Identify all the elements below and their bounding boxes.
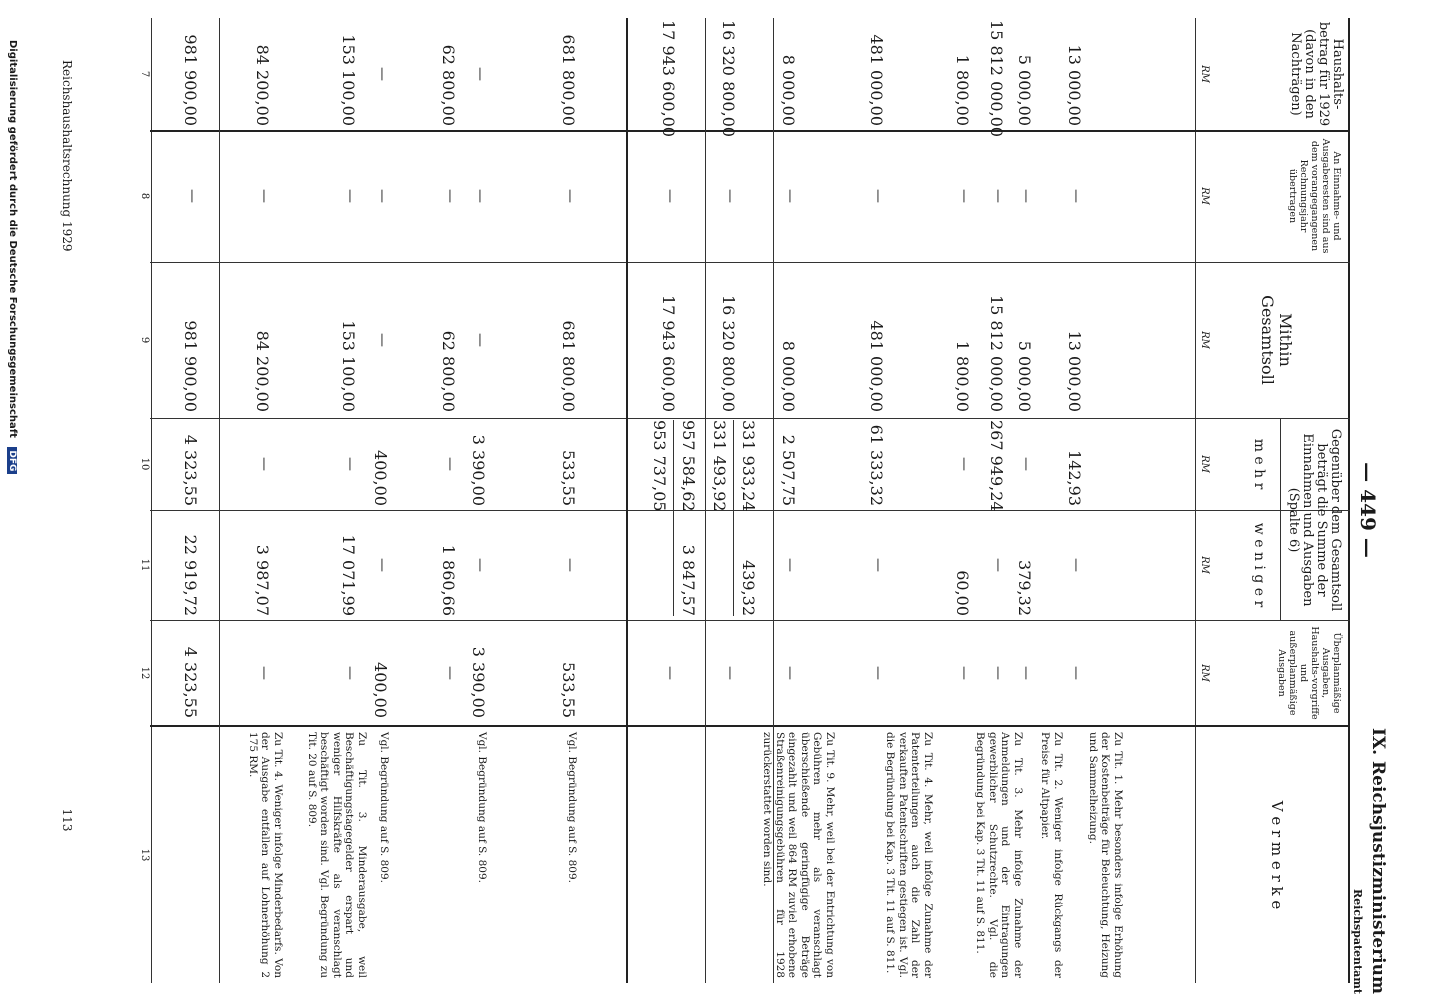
cell-c10: — bbox=[956, 457, 972, 471]
unit-9: RM bbox=[1199, 331, 1210, 349]
remark-tit-9: Zu Tit. 9. Mehr, weil bei der Entrichtung von Gebühren mehr als veranschlagt überschießende geringfügige Beträge eingezahlt und weil 864 RM zuviel erhobene Straßenreinigungsgebühren für 1928 zurückerstattet worden sind. bbox=[761, 732, 836, 978]
total-c10: 4 323,55 bbox=[181, 434, 200, 506]
sum2-c12: — bbox=[662, 666, 678, 680]
colnum-11: 11 bbox=[139, 558, 150, 572]
cell-c12: 3 390,00 bbox=[469, 646, 488, 718]
colnum-9: 9 bbox=[139, 336, 150, 344]
cell-c8: — bbox=[870, 189, 886, 203]
unit-7: RM bbox=[1199, 65, 1210, 83]
sum1-c10b: 331 493,92 bbox=[710, 420, 729, 512]
cell-c7: 13 000,00 bbox=[1065, 44, 1084, 126]
remark-tit-4: Zu Tit. 4. Mehr, weil infolge Zunahme der Patenterteilungen auch die Zahl der verkauften Patentschriften gestiegen ist. Vgl. die Begründung bei Kap. 3 Tit. 11 auf S. 811. bbox=[884, 732, 934, 978]
remark-tit-1: Zu Tit. 1. Mehr besonders infolge Erhöhung der Kostenbeiträge für Beleuchtung, Heizung und Sammelheizung. bbox=[1087, 732, 1124, 978]
cell-c11: 17 071,99 bbox=[339, 534, 358, 616]
sum2-brace bbox=[673, 420, 674, 616]
cell-c10: 2 507,75 bbox=[779, 434, 798, 506]
cell-c12: — bbox=[256, 666, 272, 680]
cell-c8: — bbox=[472, 189, 488, 203]
cell-c8: — bbox=[1018, 189, 1034, 203]
page-number: — 449 — bbox=[1356, 462, 1380, 558]
digitization-note bbox=[7, 40, 18, 1000]
header-gegenueber: Gegenüber dem Gesamtsoll beträgt die Summe der Einnahmen und Ausgaben (Spalte 6) bbox=[1286, 428, 1343, 612]
cell-c10: 142,93 bbox=[1065, 450, 1084, 506]
sum2-c8: — bbox=[662, 189, 678, 203]
cell-c12: — bbox=[1018, 666, 1034, 680]
cell-c10: 61 333,32 bbox=[867, 424, 886, 506]
sum1-c10a: 331 933,24 bbox=[739, 420, 758, 512]
sum2-c7: 17 943 600,00 bbox=[659, 20, 678, 138]
cell-c9: — bbox=[472, 333, 488, 347]
col-sep-12 bbox=[150, 725, 1350, 727]
unit-12: RM bbox=[1199, 664, 1210, 682]
cell-c8: — bbox=[342, 189, 358, 203]
sum2-c10b: 953 737,05 bbox=[650, 420, 669, 512]
header-gesamtsoll: Mithin Gesamtsoll bbox=[1258, 295, 1295, 385]
cell-c11: — bbox=[1068, 558, 1084, 572]
cell-c9: 15 812 000,00 bbox=[987, 294, 1006, 412]
colnum-12: 12 bbox=[139, 666, 150, 680]
cell-c7: — bbox=[472, 67, 488, 81]
cell-c9: 62 800,00 bbox=[439, 330, 458, 412]
cell-c9: 681 800,00 bbox=[559, 320, 578, 412]
colnum-8: 8 bbox=[139, 192, 150, 200]
cell-c11: — bbox=[782, 558, 798, 572]
sum2-c9: 17 943 600,00 bbox=[659, 294, 678, 412]
cell-c9: — bbox=[374, 333, 390, 347]
cell-c12: — bbox=[782, 666, 798, 680]
cell-c9: 8 000,00 bbox=[779, 340, 798, 412]
remark-vgl-1: Vgl. Begründung auf S. 809. bbox=[566, 732, 578, 883]
total-c11: 22 919,72 bbox=[181, 534, 200, 616]
cell-c8: — bbox=[442, 189, 458, 203]
cell-c11: 379,32 bbox=[1015, 560, 1034, 616]
cell-c7: 681 800,00 bbox=[559, 34, 578, 126]
cell-c9: 481 000,00 bbox=[867, 320, 886, 412]
section-rule bbox=[626, 18, 628, 983]
colnum-10: 10 bbox=[139, 457, 150, 471]
sum1-c7: 16 320 800,00 bbox=[719, 20, 738, 138]
cell-c8: — bbox=[562, 189, 578, 203]
cell-c10: 400,00 bbox=[371, 450, 390, 506]
cell-c9: 84 200,00 bbox=[253, 330, 272, 412]
cell-c8: — bbox=[1068, 189, 1084, 203]
cell-c10: — bbox=[442, 457, 458, 471]
cell-c12: — bbox=[990, 666, 1006, 680]
footer-page-number: 113 bbox=[60, 808, 74, 832]
column-number-rule bbox=[151, 18, 152, 983]
sum1-c9: 16 320 800,00 bbox=[719, 294, 738, 412]
remark-tit-2: Zu Tit. 2. Weniger infolge Rückgangs der Preise für Altpapier. bbox=[1039, 732, 1064, 978]
header-bottom-rule bbox=[1195, 18, 1196, 983]
cell-c12: — bbox=[442, 666, 458, 680]
cell-c9: 13 000,00 bbox=[1065, 330, 1084, 412]
col-sep-7 bbox=[150, 130, 1350, 132]
cell-c9: 5 000,00 bbox=[1015, 340, 1034, 412]
cell-c12: — bbox=[956, 666, 972, 680]
cell-c7: 62 800,00 bbox=[439, 44, 458, 126]
remark-ausgabe-tit-4: Zu Tit. 4. Weniger infolge Minderbedarfs. Von der Ausgabe entfallen auf Lohnerhöhung 2 175 RM. bbox=[247, 732, 284, 978]
header-weniger: w e n i g e r bbox=[1251, 522, 1267, 608]
cell-c8: — bbox=[256, 189, 272, 203]
cell-c10: — bbox=[342, 457, 358, 471]
cell-c12: 533,55 bbox=[559, 662, 578, 718]
sum1-c8: — bbox=[722, 189, 738, 203]
header-reste: An Einnahme- und Ausgaberesten sind aus dem vorangegangenen Rechnungsjahr übertragen bbox=[1287, 138, 1342, 254]
cell-c11: 60,00 bbox=[953, 570, 972, 616]
sum1-brace bbox=[733, 420, 734, 616]
cell-c11: — bbox=[374, 558, 390, 572]
footer-title: Reichshaushaltsrechnung 1929 bbox=[60, 60, 74, 252]
cell-c7: 8 000,00 bbox=[779, 54, 798, 126]
dfg-logo: DFG bbox=[7, 447, 17, 474]
section-title: IX. Reichsjustizministerium bbox=[1368, 728, 1388, 994]
colnum-7: 7 bbox=[139, 70, 150, 78]
table-top-rule bbox=[1348, 18, 1350, 983]
sum2-c11a: 3 847,57 bbox=[679, 544, 698, 616]
total-c9: 981 900,00 bbox=[181, 320, 200, 412]
header-vermerke: V e r m e r k e bbox=[1268, 800, 1286, 910]
col-sep-8 bbox=[150, 262, 1350, 263]
cell-c8: — bbox=[990, 189, 1006, 203]
header-mehr: m e h r bbox=[1251, 438, 1267, 490]
digitization-text: Digitalisierung gefördert durch die Deutsche Forschungsgemeinschaft bbox=[7, 40, 18, 438]
cell-c7: 481 000,00 bbox=[867, 34, 886, 126]
cell-c8: — bbox=[956, 189, 972, 203]
unit-8: RM bbox=[1199, 187, 1210, 205]
cell-c7: 153 100,00 bbox=[339, 34, 358, 126]
cell-c7: — bbox=[374, 67, 390, 81]
cell-c10: 533,55 bbox=[559, 450, 578, 506]
cell-c10: 3 390,00 bbox=[469, 434, 488, 506]
sum2-c10a: 957 584,62 bbox=[679, 420, 698, 512]
cell-c11: — bbox=[990, 558, 1006, 572]
cell-c7: 15 812 000,00 bbox=[987, 20, 1006, 138]
cell-c12: — bbox=[1068, 666, 1084, 680]
cell-c10: — bbox=[256, 457, 272, 471]
cell-c11: — bbox=[562, 558, 578, 572]
sum1-c12: — bbox=[722, 666, 738, 680]
unit-10: RM bbox=[1199, 455, 1210, 473]
header-haushaltsbetrag: Haushalts-betrag für 1929 (davon in den Nachträgen) bbox=[1288, 21, 1345, 127]
cell-c12: — bbox=[342, 666, 358, 680]
cell-c11: — bbox=[870, 558, 886, 572]
col-sep-9 bbox=[150, 418, 1350, 419]
cell-c11: — bbox=[472, 558, 488, 572]
cell-c8: — bbox=[374, 189, 390, 203]
cell-c11: 1 860,66 bbox=[439, 544, 458, 616]
cell-c10: — bbox=[1018, 457, 1034, 471]
total-c12: 4 323,55 bbox=[181, 646, 200, 718]
remark-ausgabe-tit-3: Zu Tit. 3. Minderausgabe, weil Beschäftigungstagegelder erspart und weniger Hilfskräfte als veranschlagt beschäftigt worden sind. Vgl. Begründung zu Tit. 20 auf S. 809. bbox=[306, 732, 368, 978]
remark-vgl-2: Vgl. Begründung auf S. 809. bbox=[476, 732, 488, 883]
remark-tit-3: Zu Tit. 3. Mehr infolge Zunahme der Anmeldungen und der Eintragungen gewerblicher Schutzrechte. Vgl. die Begründung bei Kap. 3 Tit. 11 auf S. 811. bbox=[974, 732, 1024, 978]
cell-c7: 1 800,00 bbox=[953, 54, 972, 126]
total-c8: — bbox=[184, 189, 200, 203]
cell-c7: 5 000,00 bbox=[1015, 54, 1034, 126]
cell-c7: 84 200,00 bbox=[253, 44, 272, 126]
remark-vgl-3: Vgl. Begründung auf S. 809. bbox=[378, 732, 390, 883]
cell-c12: — bbox=[870, 666, 886, 680]
cell-c10: 267 949,24 bbox=[987, 420, 1006, 512]
cell-c9: 153 100,00 bbox=[339, 320, 358, 412]
unit-11: RM bbox=[1199, 556, 1210, 574]
colnum-13: 13 bbox=[139, 848, 150, 862]
cell-c9: 1 800,00 bbox=[953, 340, 972, 412]
sum-divider-2 bbox=[705, 18, 706, 983]
header-subdivision bbox=[1280, 418, 1281, 620]
cell-c12: 400,00 bbox=[371, 662, 390, 718]
header-ueberplanmaessig: Überplanmäßige Ausgaben, Haushalts-vorgriffe und außerplanmäßige Ausgaben bbox=[1276, 626, 1342, 720]
cell-c11: 3 987,07 bbox=[253, 544, 272, 616]
sum1-c11a: 439,32 bbox=[739, 560, 758, 616]
subsection-title: Reichspatentamt bbox=[1351, 888, 1364, 994]
total-divider bbox=[219, 18, 220, 983]
cell-c8: — bbox=[782, 189, 798, 203]
total-c7: 981 900,00 bbox=[181, 34, 200, 126]
col-sep-11 bbox=[150, 620, 1350, 621]
